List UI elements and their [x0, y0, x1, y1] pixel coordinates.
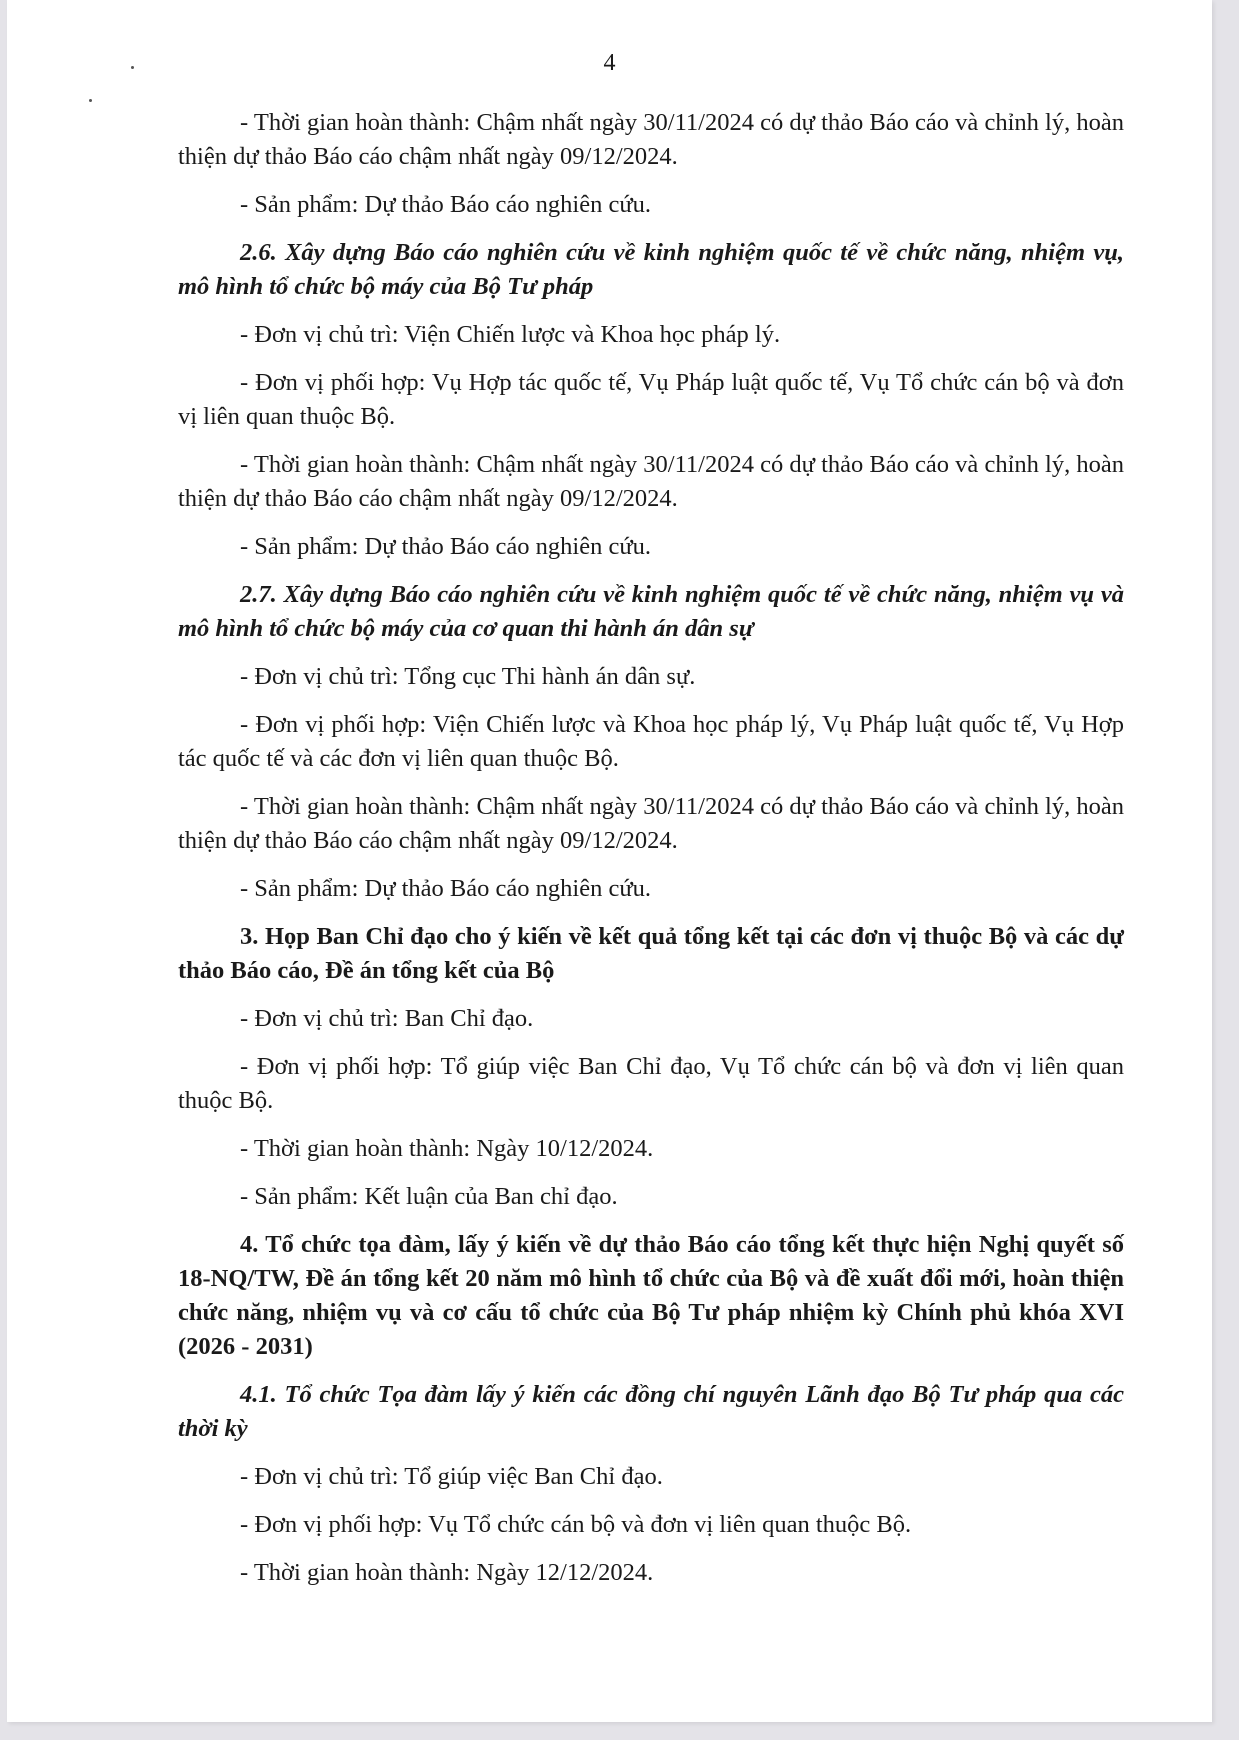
paragraph: - Đơn vị phối hợp: Tổ giúp việc Ban Chỉ đạo, Vụ Tổ chức cán bộ và đơn vị liên quan thuộc Bộ.	[178, 1053, 1124, 1114]
document-body	[178, 106, 1124, 1604]
paragraph: - Đơn vị phối hợp: Vụ Hợp tác quốc tế, Vụ Pháp luật quốc tế, Vụ Tổ chức cán bộ và đơn vị liên quan thuộc Bộ.	[178, 369, 1124, 430]
section-heading: 4.1. Tổ chức Tọa đàm lấy ý kiến các đồng chí nguyên Lãnh đạo Bộ Tư pháp qua các thời kỳ	[178, 1381, 1124, 1442]
paragraph: - Sản phẩm: Dự thảo Báo cáo nghiên cứu.	[240, 875, 651, 902]
paragraph: - Đơn vị phối hợp: Viện Chiến lược và Khoa học pháp lý, Vụ Pháp luật quốc tế, Vụ Hợp tác quốc tế và các đơn vị liên quan thuộc Bộ.	[178, 711, 1124, 772]
scan-speck	[89, 99, 92, 102]
paragraph: - Thời gian hoàn thành: Chậm nhất ngày 30/11/2024 có dự thảo Báo cáo và chỉnh lý, hoàn thiện dự thảo Báo cáo chậm nhất ngày 09/12/2024.	[178, 793, 1124, 854]
section-heading: 2.6. Xây dựng Báo cáo nghiên cứu về kinh nghiệm quốc tế về chức năng, nhiệm vụ, mô hình tổ chức bộ máy của Bộ Tư pháp	[178, 239, 1124, 300]
scan-speck	[131, 66, 134, 69]
paragraph: - Đơn vị chủ trì: Viện Chiến lược và Khoa học pháp lý.	[240, 321, 781, 348]
paragraph: - Sản phẩm: Kết luận của Ban chỉ đạo.	[240, 1183, 618, 1210]
paragraph: - Thời gian hoàn thành: Chậm nhất ngày 30/11/2024 có dự thảo Báo cáo và chỉnh lý, hoàn thiện dự thảo Báo cáo chậm nhất ngày 09/12/2024.	[178, 109, 1124, 170]
document-page	[7, 0, 1212, 1722]
section-heading: 4. Tổ chức tọa đàm, lấy ý kiến về dự thảo Báo cáo tổng kết thực hiện Nghị quyết số 18-NQ/TW, Đề án tổng kết 20 năm mô hình tổ chức của Bộ và đề xuất đổi mới, hoàn thiện chức năng, nhiệm vụ và cơ cấu tổ chức của Bộ Tư pháp nhiệm kỳ Chính phủ khóa XVI (2026 - 2031)	[178, 1231, 1124, 1360]
paragraph: - Đơn vị chủ trì: Tổ giúp việc Ban Chỉ đạo.	[240, 1463, 663, 1490]
section-heading: 2.7. Xây dựng Báo cáo nghiên cứu về kinh nghiệm quốc tế về chức năng, nhiệm vụ và mô hình tổ chức bộ máy của cơ quan thi hành án dân sự	[178, 581, 1124, 642]
paragraph: - Sản phẩm: Dự thảo Báo cáo nghiên cứu.	[240, 191, 651, 218]
paragraph: - Đơn vị chủ trì: Ban Chỉ đạo.	[240, 1005, 534, 1032]
paragraph: - Thời gian hoàn thành: Ngày 10/12/2024.	[240, 1135, 654, 1162]
paragraph: - Đơn vị phối hợp: Vụ Tổ chức cán bộ và đơn vị liên quan thuộc Bộ.	[240, 1511, 912, 1538]
paragraph: - Thời gian hoàn thành: Chậm nhất ngày 30/11/2024 có dự thảo Báo cáo và chỉnh lý, hoàn thiện dự thảo Báo cáo chậm nhất ngày 09/12/2024.	[178, 451, 1124, 512]
page-number: 4	[603, 50, 616, 76]
paragraph: - Sản phẩm: Dự thảo Báo cáo nghiên cứu.	[240, 533, 651, 560]
paragraph: - Đơn vị chủ trì: Tổng cục Thi hành án dân sự.	[240, 663, 696, 690]
section-heading: 3. Họp Ban Chỉ đạo cho ý kiến về kết quả tổng kết tại các đơn vị thuộc Bộ và các dự thảo Báo cáo, Đề án tổng kết của Bộ	[178, 923, 1124, 984]
paragraph: - Thời gian hoàn thành: Ngày 12/12/2024.	[240, 1559, 654, 1586]
